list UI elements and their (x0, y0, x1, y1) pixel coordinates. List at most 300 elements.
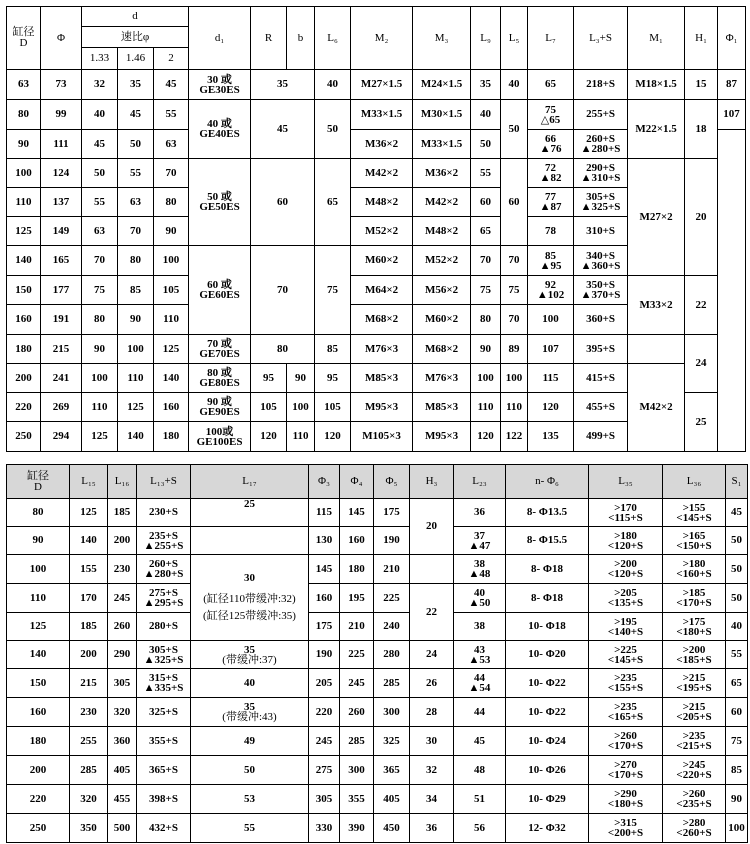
header2-L23: L₂₃ (454, 465, 506, 499)
header-R: R (251, 7, 287, 70)
cell-M2: M105×3 (351, 422, 413, 452)
cell-L5: 110 (501, 393, 528, 422)
cell-M3: M33×1.5 (413, 130, 471, 159)
header-ratio-146: 1.46 (118, 48, 154, 70)
cell-L15: 185 (70, 613, 108, 641)
cell-L3S: 290+S ▲310+S (574, 159, 628, 188)
cell-D: 150 (7, 669, 70, 698)
cell-phi: 149 (41, 217, 82, 246)
cell-L15: 200 (70, 641, 108, 669)
cell-d146: 55 (118, 159, 154, 188)
cell-L17: 35 (带缓冲:37) (191, 641, 309, 669)
cell-D: 80 (7, 499, 70, 527)
cell-D: 110 (7, 188, 41, 217)
cell-L7: 100 (528, 305, 574, 335)
cell-S1: 45 (726, 499, 748, 527)
cell-S1: 75 (726, 727, 748, 756)
cell-d2: 110 (154, 305, 189, 335)
cell-b: 100 (287, 393, 315, 422)
cell-L17: 40 (191, 669, 309, 698)
cell-M2: M42×2 (351, 159, 413, 188)
cell-D: 180 (7, 727, 70, 756)
cell-D: 180 (7, 335, 41, 364)
cell-P4: 245 (340, 669, 374, 698)
cell-L9: 80 (471, 305, 501, 335)
header2-L15: L₁₅ (70, 465, 108, 499)
cell-P5: 175 (374, 499, 410, 527)
table-row (7, 613, 748, 641)
cell-P4: 145 (340, 499, 374, 527)
cell-d2: 90 (154, 217, 189, 246)
table-row (7, 364, 746, 393)
cell-nP6: 8- Φ18 (506, 584, 589, 613)
cell-L3S: 340+S ▲360+S (574, 246, 628, 276)
cell-H3: 28 (410, 698, 454, 727)
cell-nP6: 8- Φ13.5 (506, 499, 589, 527)
cell-P4: 195 (340, 584, 374, 613)
cell-L17: 49 (191, 727, 309, 756)
cell-b: 90 (287, 364, 315, 393)
cell-L36: >235 <215+S (663, 727, 726, 756)
cell-L36: >215 <195+S (663, 669, 726, 698)
header-H1: H₁ (685, 7, 718, 70)
cell-L9: 55 (471, 159, 501, 188)
cell-L9: 35 (471, 70, 501, 100)
cell-L15: 350 (70, 814, 108, 843)
cell-L13S: 305+S ▲325+S (137, 641, 191, 669)
cell-L13S: 260+S ▲280+S (137, 555, 191, 584)
cell-P4: 225 (340, 641, 374, 669)
cell-H3: 26 (410, 669, 454, 698)
cell-phi: 124 (41, 159, 82, 188)
cell-M3: M68×2 (413, 335, 471, 364)
cell-L23: 44 (454, 698, 506, 727)
cell-M3: M48×2 (413, 217, 471, 246)
table-row (7, 276, 746, 305)
cell-R: 35 (251, 70, 315, 100)
cell-R: 105 (251, 393, 287, 422)
cell-phi: 294 (41, 422, 82, 452)
cell-P3: 145 (309, 555, 340, 584)
cell-P4: 210 (340, 613, 374, 641)
cell-L13S: 355+S (137, 727, 191, 756)
cell-L16: 245 (108, 584, 137, 613)
cell-P3: 130 (309, 527, 340, 555)
header2-cyl: 缸径 D (7, 465, 70, 499)
header-d1: d₁ (189, 7, 251, 70)
cell-d1: 100或 GE100ES (189, 422, 251, 452)
cell-L13S: 398+S (137, 785, 191, 814)
cell-L23: 40 ▲50 (454, 584, 506, 613)
cell-D: 63 (7, 70, 41, 100)
cell-nP6: 8- Φ15.5 (506, 527, 589, 555)
cell-D: 125 (7, 613, 70, 641)
table-row (7, 70, 746, 100)
cell-d1: 40 或 GE40ES (189, 100, 251, 159)
header2-P4: Φ₄ (340, 465, 374, 499)
cell-L17: 50 (191, 756, 309, 785)
cell-M3: M42×2 (413, 188, 471, 217)
cell-L16: 305 (108, 669, 137, 698)
cell-d146: 90 (118, 305, 154, 335)
cell-L13S: 275+S ▲295+S (137, 584, 191, 613)
header2-L36: L₃₆ (663, 465, 726, 499)
cell-D: 200 (7, 364, 41, 393)
cell-L35: >315 <200+S (589, 814, 663, 843)
cell-d146: 80 (118, 246, 154, 276)
cell-phi: 177 (41, 276, 82, 305)
cell-P4: 390 (340, 814, 374, 843)
cell-H3-empty (410, 555, 454, 584)
cell-L23: 38 (454, 613, 506, 641)
cell-L7: 120 (528, 393, 574, 422)
cell-P3: 305 (309, 785, 340, 814)
cell-M2: M85×3 (351, 364, 413, 393)
cell-L5: 50 (501, 100, 528, 159)
cell-phi: 191 (41, 305, 82, 335)
cell-d133: 45 (82, 130, 118, 159)
cell-D: 250 (7, 422, 41, 452)
cell-d133: 100 (82, 364, 118, 393)
cell-d133: 125 (82, 422, 118, 452)
cell-L5: 89 (501, 335, 528, 364)
header-L9: L₉ (471, 7, 501, 70)
cell-L13S: 365+S (137, 756, 191, 785)
cell-H3: 30 (410, 727, 454, 756)
cell-phi: 165 (41, 246, 82, 276)
cell-L15: 125 (70, 499, 108, 527)
cell-L6: 50 (315, 100, 351, 159)
cell-R: 70 (251, 246, 315, 335)
cell-L35: >235 <165+S (589, 698, 663, 727)
cell-L13S: 230+S (137, 499, 191, 527)
cell-L36: >245 <220+S (663, 756, 726, 785)
cell-L13S: 325+S (137, 698, 191, 727)
cell-M3: M30×1.5 (413, 100, 471, 130)
cell-L7: 115 (528, 364, 574, 393)
cell-P3: 115 (309, 499, 340, 527)
cell-L15: 320 (70, 785, 108, 814)
cell-nP6: 10- Φ22 (506, 669, 589, 698)
cell-S1: 50 (726, 584, 748, 613)
cell-L5: 75 (501, 276, 528, 305)
cell-L5: 100 (501, 364, 528, 393)
header-d: d (82, 7, 189, 27)
cell-d1: 30 或 GE30ES (189, 70, 251, 100)
cell-d133: 63 (82, 217, 118, 246)
cell-H1: 25 (685, 393, 718, 452)
cell-L13S: 235+S ▲255+S (137, 527, 191, 555)
cell-L15: 285 (70, 756, 108, 785)
cell-M1-empty (628, 335, 685, 364)
cell-L16: 455 (108, 785, 137, 814)
cell-d133: 90 (82, 335, 118, 364)
cell-d2: 180 (154, 422, 189, 452)
cell-b: 110 (287, 422, 315, 452)
cell-L23: 48 (454, 756, 506, 785)
header-M3: M₃ (413, 7, 471, 70)
cell-L17: 30 (缸径110带缓冲:32) (缸径125带缓冲:35) (191, 555, 309, 641)
cell-M1: M22×1.5 (628, 100, 685, 159)
cell-H3: 24 (410, 641, 454, 669)
cell-L17: 53 (191, 785, 309, 814)
cell-P5: 450 (374, 814, 410, 843)
cell-phi: 111 (41, 130, 82, 159)
cell-L35: >290 <180+S (589, 785, 663, 814)
cell-L16: 230 (108, 555, 137, 584)
table-row (7, 584, 748, 613)
cell-d2: 140 (154, 364, 189, 393)
cell-M2: M36×2 (351, 130, 413, 159)
cell-phi: 241 (41, 364, 82, 393)
cell-L9: 50 (471, 130, 501, 159)
cell-L17: 25 (191, 499, 309, 527)
cell-phi: 73 (41, 70, 82, 100)
cell-P5: 325 (374, 727, 410, 756)
cell-L23: 56 (454, 814, 506, 843)
cell-M2: M68×2 (351, 305, 413, 335)
cell-D: 110 (7, 584, 70, 613)
cell-S1: 85 (726, 756, 748, 785)
cell-L3S: 455+S (574, 393, 628, 422)
cell-L16: 260 (108, 613, 137, 641)
cell-P1: 107 (718, 100, 746, 130)
cell-L36: >215 <205+S (663, 698, 726, 727)
cell-P3: 160 (309, 584, 340, 613)
cell-L15: 140 (70, 527, 108, 555)
header-cyl: 缸径 D (7, 7, 41, 70)
cell-L23: 43 ▲53 (454, 641, 506, 669)
cell-P1-empty (718, 130, 746, 452)
header-L7: L₇ (528, 7, 574, 70)
cell-nP6: 10- Φ18 (506, 613, 589, 641)
cell-L7: 135 (528, 422, 574, 452)
cell-d146: 50 (118, 130, 154, 159)
cell-L9: 120 (471, 422, 501, 452)
cell-L23: 45 (454, 727, 506, 756)
cell-H1: 24 (685, 335, 718, 393)
cell-L16: 500 (108, 814, 137, 843)
cell-d146: 70 (118, 217, 154, 246)
cell-L23: 36 (454, 499, 506, 527)
cell-S1: 55 (726, 641, 748, 669)
cell-M3: M56×2 (413, 276, 471, 305)
cell-H3: 20 (410, 499, 454, 555)
header2-P3: Φ₃ (309, 465, 340, 499)
cell-nP6: 10- Φ24 (506, 727, 589, 756)
cell-nP6: 10- Φ29 (506, 785, 589, 814)
cell-L3S: 218+S (574, 70, 628, 100)
cell-P4: 285 (340, 727, 374, 756)
cell-S1: 50 (726, 527, 748, 555)
cell-d146: 100 (118, 335, 154, 364)
cell-P5: 240 (374, 613, 410, 641)
cell-L35: >195 <140+S (589, 613, 663, 641)
header-P1: Φ₁ (718, 7, 746, 70)
header-M1: M₁ (628, 7, 685, 70)
cell-L17: 55 (191, 814, 309, 843)
cell-L35: >225 <145+S (589, 641, 663, 669)
cell-L7: 78 (528, 217, 574, 246)
cell-R: 120 (251, 422, 287, 452)
cell-L16: 320 (108, 698, 137, 727)
header-L5: L₅ (501, 7, 528, 70)
cell-phi: 99 (41, 100, 82, 130)
cell-D: 250 (7, 814, 70, 843)
cell-M2: M48×2 (351, 188, 413, 217)
cell-H1: 22 (685, 276, 718, 335)
cell-M2: M33×1.5 (351, 100, 413, 130)
cell-D: 150 (7, 276, 41, 305)
cell-P3: 175 (309, 613, 340, 641)
cell-H1: 18 (685, 100, 718, 159)
cylinder-dimension-table-2 (6, 464, 748, 843)
cell-S1: 60 (726, 698, 748, 727)
cell-d133: 55 (82, 188, 118, 217)
cell-d2: 45 (154, 70, 189, 100)
cell-P5: 210 (374, 555, 410, 584)
cell-H3: 36 (410, 814, 454, 843)
cell-L15: 215 (70, 669, 108, 698)
cell-d1: 80 或 GE80ES (189, 364, 251, 393)
table-row (7, 100, 746, 130)
table-row (7, 555, 748, 584)
cell-M2: M27×1.5 (351, 70, 413, 100)
header2-nP6: n- Φ₆ (506, 465, 589, 499)
cell-R: 95 (251, 364, 287, 393)
cell-L36: >180 <160+S (663, 555, 726, 584)
header-ratio-2: 2 (154, 48, 189, 70)
cell-phi: 215 (41, 335, 82, 364)
table-row (7, 785, 748, 814)
cell-d133: 50 (82, 159, 118, 188)
cell-d146: 125 (118, 393, 154, 422)
cell-L36: >155 <145+S (663, 499, 726, 527)
cell-L9: 65 (471, 217, 501, 246)
cell-R: 60 (251, 159, 315, 246)
table-row (7, 814, 748, 843)
header2-L13S: L₁₃+S (137, 465, 191, 499)
header-b: b (287, 7, 315, 70)
cell-M2: M52×2 (351, 217, 413, 246)
cell-L13S: 280+S (137, 613, 191, 641)
cell-H3: 32 (410, 756, 454, 785)
cell-d2: 105 (154, 276, 189, 305)
cell-L36: >260 <235+S (663, 785, 726, 814)
cell-S1: 100 (726, 814, 748, 843)
cell-L36: >280 <260+S (663, 814, 726, 843)
header2-P5: Φ₅ (374, 465, 410, 499)
cell-M2: M64×2 (351, 276, 413, 305)
table-row (7, 159, 746, 188)
cell-D: 160 (7, 305, 41, 335)
cell-S1: 40 (726, 613, 748, 641)
cell-D: 140 (7, 246, 41, 276)
table-row (7, 756, 748, 785)
cell-d2: 160 (154, 393, 189, 422)
cell-L6: 105 (315, 393, 351, 422)
header2-S1: S₁ (726, 465, 748, 499)
cell-P5: 365 (374, 756, 410, 785)
cell-L23: 38 ▲48 (454, 555, 506, 584)
cell-L23: 44 ▲54 (454, 669, 506, 698)
cell-d133: 32 (82, 70, 118, 100)
cell-L9: 60 (471, 188, 501, 217)
cell-d146: 110 (118, 364, 154, 393)
cell-D: 220 (7, 393, 41, 422)
cell-L3S: 350+S ▲370+S (574, 276, 628, 305)
cell-d1: 60 或 GE60ES (189, 246, 251, 335)
cell-d1: 90 或 GE90ES (189, 393, 251, 422)
cell-L3S: 395+S (574, 335, 628, 364)
header2-L17: L₁₇ (191, 465, 309, 499)
cell-P3: 275 (309, 756, 340, 785)
cell-nP6: 10- Φ20 (506, 641, 589, 669)
cell-S1: 50 (726, 555, 748, 584)
cell-nP6: 10- Φ26 (506, 756, 589, 785)
cell-M2: M60×2 (351, 246, 413, 276)
cell-H3: 34 (410, 785, 454, 814)
cell-L7: 66 ▲76 (528, 130, 574, 159)
cell-L15: 155 (70, 555, 108, 584)
cell-L3S: 255+S (574, 100, 628, 130)
cell-P4: 260 (340, 698, 374, 727)
cell-d146: 45 (118, 100, 154, 130)
cell-L6: 40 (315, 70, 351, 100)
cell-M3: M24×1.5 (413, 70, 471, 100)
table-row (7, 698, 748, 727)
cell-L7: 85 ▲95 (528, 246, 574, 276)
cell-P3: 330 (309, 814, 340, 843)
cell-L13S: 432+S (137, 814, 191, 843)
header2-L35: L₃₅ (589, 465, 663, 499)
header-phi: Φ (41, 7, 82, 70)
cell-L5: 122 (501, 422, 528, 452)
cell-P1: 87 (718, 70, 746, 100)
cell-D: 200 (7, 756, 70, 785)
cell-d133: 40 (82, 100, 118, 130)
cell-D: 80 (7, 100, 41, 130)
cell-L7: 107 (528, 335, 574, 364)
header-L3S: L₃+S (574, 7, 628, 70)
cell-L35: >270 <170+S (589, 756, 663, 785)
cell-L9: 100 (471, 364, 501, 393)
cell-L9: 75 (471, 276, 501, 305)
cell-L7: 65 (528, 70, 574, 100)
cell-L5: 40 (501, 70, 528, 100)
cell-D: 220 (7, 785, 70, 814)
cell-S1: 90 (726, 785, 748, 814)
cell-L15: 170 (70, 584, 108, 613)
cell-L6: 120 (315, 422, 351, 452)
cell-P5: 405 (374, 785, 410, 814)
cell-L5: 70 (501, 246, 528, 276)
cell-d2: 63 (154, 130, 189, 159)
cell-L3S: 360+S (574, 305, 628, 335)
cell-M3: M95×3 (413, 422, 471, 452)
cell-L5: 70 (501, 305, 528, 335)
cell-d133: 70 (82, 246, 118, 276)
cell-L6: 95 (315, 364, 351, 393)
cell-d133: 80 (82, 305, 118, 335)
cell-P3: 220 (309, 698, 340, 727)
cell-L17-empty (191, 527, 309, 555)
header-ratio-133: 1.33 (82, 48, 118, 70)
cell-L16: 360 (108, 727, 137, 756)
cell-M3: M60×2 (413, 305, 471, 335)
cell-L16: 290 (108, 641, 137, 669)
cell-d146: 140 (118, 422, 154, 452)
